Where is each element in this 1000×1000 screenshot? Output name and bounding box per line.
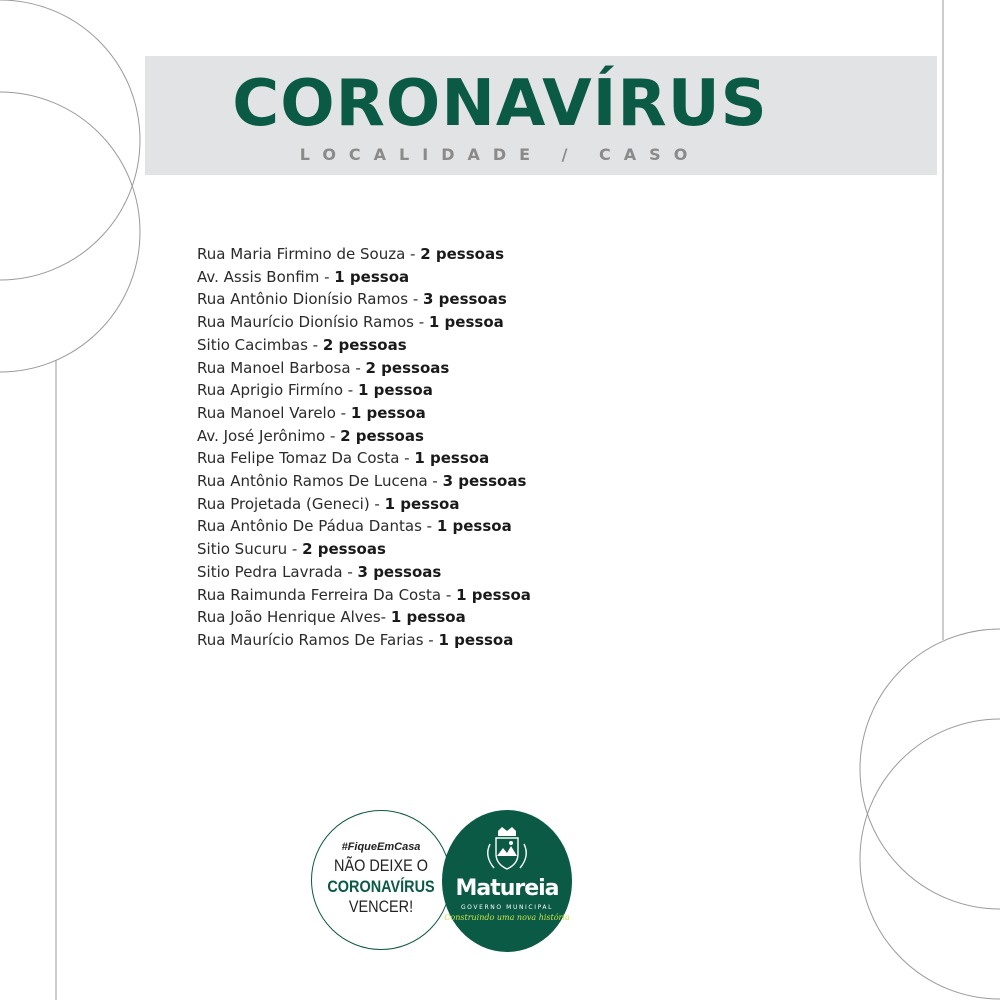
- coat-of-arms-icon: [480, 824, 534, 874]
- list-item: [197, 357, 531, 380]
- list-item: [197, 493, 531, 516]
- place-name: Sitio Cacimbas -: [197, 335, 323, 354]
- campaign-line-3: VENCER!: [348, 897, 414, 916]
- place-name: Rua Projetada (Geneci) -: [197, 494, 385, 513]
- place-name: Rua Antônio Ramos De Lucena -: [197, 472, 443, 491]
- case-count: 2 pessoas: [365, 358, 450, 377]
- list-item: [197, 266, 531, 289]
- case-count: 3 pessoas: [442, 472, 527, 491]
- case-count: 3 pessoas: [357, 562, 442, 581]
- list-item: [197, 584, 531, 607]
- list-item: [197, 629, 531, 652]
- list-item: [197, 402, 531, 425]
- deco-circle: [860, 629, 1000, 909]
- case-count: 1 pessoa: [428, 313, 504, 332]
- place-name: Rua Antônio De Pádua Dantas -: [197, 517, 437, 536]
- place-name: Av. José Jerônimo -: [197, 426, 341, 445]
- list-item: [197, 447, 531, 470]
- municipal-name: Matureia: [455, 876, 559, 901]
- case-count: 1 pessoa: [436, 517, 512, 536]
- municipal-slogan: Construindo uma nova história: [444, 913, 570, 922]
- list-item: [197, 379, 531, 402]
- place-name: Rua Maurício Ramos De Farias -: [197, 630, 439, 649]
- list-item: [197, 538, 531, 561]
- case-count: 3 pessoas: [423, 290, 507, 309]
- municipal-logo: [442, 810, 572, 952]
- list-item: [197, 561, 531, 584]
- deco-circle: [860, 719, 1000, 999]
- case-count: 1 pessoa: [414, 449, 490, 468]
- case-count: 1 pessoa: [390, 608, 466, 627]
- place-name: Rua Antônio Dionísio Ramos -: [197, 290, 423, 309]
- case-count: 2 pessoas: [340, 426, 424, 445]
- place-name: Rua Maurício Dionísio Ramos -: [197, 313, 429, 332]
- place-name: Sitio Pedra Lavrada -: [197, 562, 358, 581]
- case-count: 2 pessoas: [322, 335, 407, 354]
- page-title: CORONAVÍRUS: [232, 67, 768, 141]
- list-item: [197, 606, 531, 629]
- deco-circle: [0, 92, 140, 372]
- list-item: [197, 425, 531, 448]
- municipal-subtitle: GOVERNO MUNICIPAL: [460, 904, 554, 911]
- list-item: [197, 334, 531, 357]
- place-name: Rua João Henrique Alves-: [197, 608, 391, 627]
- place-name: Av. Assis Bonfim -: [197, 267, 335, 286]
- campaign-line-2: CORONAVÍRUS: [327, 877, 435, 896]
- place-name: Rua Manoel Varelo -: [197, 403, 351, 422]
- list-item: [197, 243, 531, 266]
- case-count: 1 pessoa: [384, 494, 460, 513]
- list-item: [197, 311, 531, 334]
- place-name: Rua Raimunda Ferreira Da Costa -: [197, 585, 457, 604]
- place-name: Rua Manoel Barbosa -: [197, 358, 366, 377]
- deco-circle: [0, 0, 140, 280]
- campaign-badge: [311, 810, 451, 950]
- campaign-line-1: NÃO DEIXE O: [334, 856, 428, 875]
- list-item: [197, 470, 531, 493]
- case-count: 2 pessoas: [420, 245, 505, 263]
- campaign-hashtag: #FiqueEmCasa: [341, 841, 421, 853]
- case-count: 2 pessoas: [302, 540, 386, 559]
- place-name: Rua Maria Firmino de Souza -: [197, 245, 421, 263]
- list-item: [197, 515, 531, 538]
- place-name: Rua Aprigio Firmíno -: [197, 381, 358, 400]
- place-name: Sitio Sucuru -: [197, 540, 303, 559]
- case-count: 1 pessoa: [334, 267, 410, 286]
- case-count: 1 pessoa: [350, 403, 426, 422]
- page-subtitle: LOCALIDADE / CASO: [299, 145, 701, 164]
- list-item: [197, 288, 531, 311]
- case-count: 1 pessoa: [358, 381, 433, 400]
- place-name: Rua Felipe Tomaz Da Costa -: [197, 449, 415, 468]
- case-count: 1 pessoa: [456, 585, 531, 604]
- case-count: 1 pessoa: [438, 630, 514, 649]
- cases-list: [197, 243, 531, 652]
